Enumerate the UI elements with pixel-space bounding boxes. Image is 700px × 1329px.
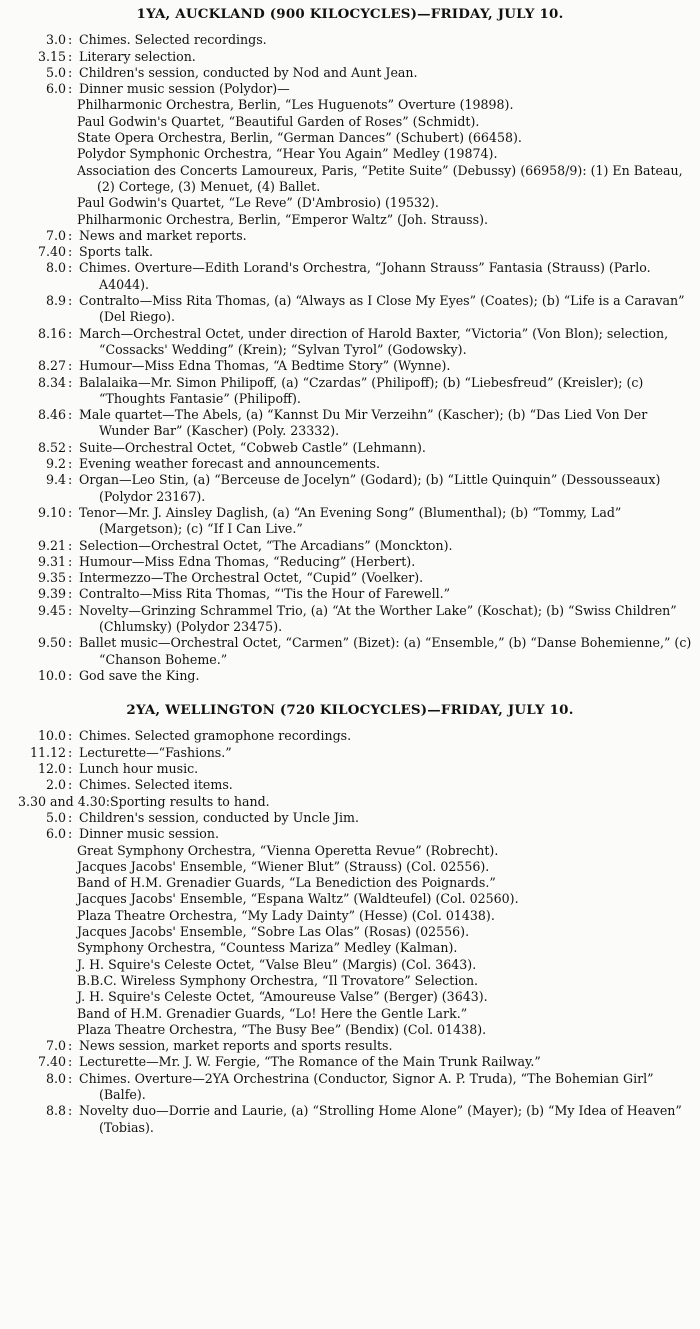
dinner-music-entry: Association des Concerts Lamoureux, Paris, “Petite Suite” (Debussy) (66958/9): (1) En Bateau, (2) Cortege, (3) Menuet, (4) Ballet.: [77, 162, 683, 194]
item-text: Sports talk.: [79, 244, 154, 260]
item-time: 10.0: [37, 667, 66, 683]
item-time: 10.0: [37, 728, 66, 744]
item-text: Chimes. Selected gramophone recordings.: [79, 728, 352, 744]
item-time: 3.0: [45, 32, 66, 48]
item-time: 9.45: [37, 602, 66, 618]
schedule-item: 6.0 : Dinner music session.: [0, 826, 700, 842]
item-time: 11.12: [29, 744, 66, 760]
item-time: 9.4: [45, 472, 66, 488]
schedule-item: 9.35 : Intermezzo—The Orchestral Octet, “Cupid” (Voelker).: [0, 570, 700, 586]
item-time: 8.52: [37, 439, 66, 455]
item-time: 5.0: [45, 809, 66, 825]
dinner-music-entry: Plaza Theatre Orchestra, “The Busy Bee” (Bendix) (Col. 01438).: [77, 1021, 487, 1037]
dinner-music-entry: J. H. Squire's Celeste Octet, “Amoureuse Valse” (Berger) (3643).: [77, 989, 488, 1005]
schedule-item: 9.45 : Novelty—Grinzing Schrammel Trio, (a) “At the Worther Lake” (Koschat); (b) “Swiss Children” (Chlumsky) (Polydor 23475).: [0, 603, 700, 636]
station-heading: 2YA, WELLINGTON (720 KILOCYCLES)—FRIDAY, JULY 10.: [126, 702, 574, 719]
dinner-music-list: [0, 97, 700, 227]
dinner-music-entry: State Opera Orchestra, Berlin, “German Dances” (Schubert) (66458).: [77, 130, 522, 146]
dinner-music-entry: J. H. Squire's Celeste Octet, “Valse Bleu” (Margis) (Col. 3643).: [77, 956, 477, 972]
item-time: 7.0: [45, 1038, 66, 1054]
item-time: 7.40: [37, 1054, 66, 1070]
item-time: 7.40: [37, 244, 66, 260]
schedule-item: 7.0 : News session, market reports and sports results.: [0, 1038, 700, 1054]
schedule-item: 12.0 : Lunch hour music.: [0, 761, 700, 777]
station-1ya-schedule: [0, 6, 700, 684]
schedule-item: 11.12 : Lecturette—“Fashions.”: [0, 745, 700, 761]
schedule-item: 9.31 : Humour—Miss Edna Thomas, “Reducing” (Herbert).: [0, 554, 700, 570]
item-text: Evening weather forecast and announcements.: [79, 456, 381, 472]
schedule-list: [0, 32, 700, 97]
item-text: Novelty duo—Dorrie and Laurie, (a) “Strolling Home Alone” (Mayer); (b) “My Idea of Heaven” (Tobias).: [79, 1103, 682, 1135]
schedule-item: 3.15 : Literary selection.: [0, 49, 700, 65]
schedule-item: 9.21 : Selection—Orchestral Octet, “The Arcadians” (Monckton).: [0, 538, 700, 554]
schedule-item: 8.34 : Balalaika—Mr. Simon Philipoff, (a) “Czardas” (Philipoff); (b) “Liebesfreud” (Kreisler); (c) “Thoughts Fantasie” (Philipoff).: [0, 375, 700, 408]
dinner-music-entry: Symphony Orchestra, “Countess Mariza” Medley (Kalman).: [77, 940, 458, 956]
item-text: News session, market reports and sports results.: [79, 1038, 393, 1054]
item-time: 9.2: [45, 456, 66, 472]
item-text: Tenor—Mr. J. Ainsley Daglish, (a) “An Evening Song” (Blumenthal); (b) “Tommy, Lad” (Margetson); (c) “If I Can Live.”: [79, 504, 622, 537]
item-time: 8.46: [37, 407, 66, 423]
item-text: Lecturette—“Fashions.”: [79, 744, 232, 760]
item-time: 8.0: [45, 1070, 66, 1086]
schedule-item: 8.52 : Suite—Orchestral Octet, “Cobweb Castle” (Lehmann).: [0, 440, 700, 456]
dinner-music-entry: Great Symphony Orchestra, “Vienna Operetta Revue” (Robrecht).: [77, 842, 499, 858]
schedule-item: 5.0 : Children's session, conducted by Nod and Aunt Jean.: [0, 65, 700, 81]
item-text: Humour—Miss Edna Thomas, “A Bedtime Story” (Wynne).: [79, 358, 451, 374]
schedule-item: 9.10 : Tenor—Mr. J. Ainsley Daglish, (a) “An Evening Song” (Blumenthal); (b) “Tommy, Lad” (Margetson); (c) “If I Can Live.”: [0, 505, 700, 538]
schedule-item: 8.9 : Contralto—Miss Rita Thomas, (a) “Always as I Close My Eyes” (Coates); (b) “Life is a Caravan” (Del Riego).: [0, 293, 700, 326]
item-time: 9.10: [37, 504, 66, 520]
item-time: 9.39: [37, 586, 66, 602]
schedule-item: 9.50 : Ballet music—Orchestral Octet, “Carmen” (Bizet): (a) “Ensemble,” (b) “Danse Bohemienne,” (c) “Chanson Boheme.”: [0, 635, 700, 668]
dinner-music-entry: Polydor Symphonic Orchestra, “Hear You Again” Medley (19874).: [77, 146, 498, 162]
dinner-music-entry: Paul Godwin's Quartet, “Beautiful Garden of Roses” (Schmidt).: [77, 113, 480, 129]
item-text: Lunch hour music.: [79, 761, 199, 777]
item-time: 3.15: [37, 48, 66, 64]
item-text: Contralto—Miss Rita Thomas, “'Tis the Hour of Farewell.”: [79, 586, 451, 602]
item-text: God save the King.: [79, 667, 200, 683]
dinner-music-entry: B.B.C. Wireless Symphony Orchestra, “Il Trovatore” Selection.: [77, 972, 479, 988]
item-text: Male quartet—The Abels, (a) “Kannst Du Mir Verzeihn” (Kascher); (b) “Das Lied Von Der Wunder Bar” (Kascher) (Poly. 23332).: [79, 407, 648, 439]
schedule-item: 10.0 : God save the King.: [0, 668, 700, 684]
schedule-item: 9.2 : Evening weather forecast and announcements.: [0, 456, 700, 472]
item-time: 9.50: [37, 635, 66, 651]
item-time: 6.0: [45, 81, 66, 97]
dinner-music-entry: Band of H.M. Grenadier Guards, “La Benediction des Poignards.”: [77, 875, 496, 891]
schedule-list: [0, 728, 700, 842]
schedule-item: 8.27 : Humour—Miss Edna Thomas, “A Bedtime Story” (Wynne).: [0, 358, 700, 374]
item-time: 12.0: [37, 761, 66, 777]
item-text: Children's session, conducted by Uncle Jim.: [79, 809, 359, 825]
item-time: 9.21: [37, 537, 66, 553]
item-text: Children's session, conducted by Nod and Aunt Jean.: [79, 64, 418, 80]
item-text: Chimes. Selected recordings.: [79, 32, 267, 48]
schedule-item: 7.40 : Lecturette—Mr. J. W. Fergie, “The Romance of the Main Trunk Railway.”: [0, 1054, 700, 1070]
item-time: 7.0: [45, 227, 66, 243]
item-time: 3.30 and 4.30: [18, 793, 106, 809]
item-text: Chimes. Selected items.: [79, 777, 233, 793]
schedule-item: 8.16 : March—Orchestral Octet, under direction of Harold Baxter, “Victoria” (Von Blon); selection, “Cossacks' Wedding” (Krein); “Sylvan Tyrol” (Godowsky).: [0, 326, 700, 359]
schedule-item: 9.39 : Contralto—Miss Rita Thomas, “'Tis the Hour of Farewell.”: [0, 586, 700, 602]
item-time: 8.34: [37, 374, 66, 390]
schedule-list: [0, 1038, 700, 1136]
item-text: Dinner music session (Polydor)—: [79, 81, 290, 97]
schedule-item: 7.0 : News and market reports.: [0, 228, 700, 244]
item-time: 6.0: [45, 826, 66, 842]
item-time: 9.31: [37, 553, 66, 569]
dinner-music-entry: Plaza Theatre Orchestra, “My Lady Dainty” (Hesse) (Col. 01438).: [77, 907, 495, 923]
item-text: Novelty—Grinzing Schrammel Trio, (a) “At the Worther Lake” (Koschat); (b) “Swiss Children” (Chlumsky) (Polydor 23475).: [79, 602, 677, 634]
dinner-music-entry: Jacques Jacobs' Ensemble, “Sobre Las Olas” (Rosas) (02556).: [77, 924, 470, 940]
item-text: Balalaika—Mr. Simon Philipoff, (a) “Czardas” (Philipoff); (b) “Liebesfreud” (Kreisler); (c) “Thoughts Fantasie” (Philipoff).: [79, 374, 644, 406]
item-text: Humour—Miss Edna Thomas, “Reducing” (Herbert).: [79, 553, 416, 569]
dinner-music-entry: Paul Godwin's Quartet, “Le Reve” (D'Ambrosio) (19532).: [77, 195, 439, 211]
station-heading: 1YA, AUCKLAND (900 KILOCYCLES)—FRIDAY, JULY 10.: [136, 6, 564, 22]
item-text: Chimes. Overture—2YA Orchestrina (Conductor, Signor A. P. Truda), “The Bohemian Girl” (Balfe).: [79, 1070, 654, 1102]
item-text: Sporting results to hand.: [110, 793, 270, 809]
item-text: Chimes. Overture—Edith Lorand's Orchestra, “Johann Strauss” Fantasia (Strauss) (Parlo. A4044).: [79, 260, 651, 292]
item-time: 5.0: [45, 64, 66, 80]
item-time: 8.16: [37, 325, 66, 341]
station-2ya-schedule: [0, 702, 700, 1136]
schedule-item: 2.0 : Chimes. Selected items.: [0, 777, 700, 793]
dinner-music-entry: Philharmonic Orchestra, Berlin, “Les Huguenots” Overture (19898).: [77, 97, 514, 113]
item-text: Lecturette—Mr. J. W. Fergie, “The Romance of the Main Trunk Railway.”: [79, 1054, 541, 1070]
dinner-music-entry: Jacques Jacobs' Ensemble, “Espana Waltz” (Waldteufel) (Col. 02560).: [77, 891, 519, 907]
item-time: 2.0: [45, 777, 66, 793]
schedule-item: 8.46 : Male quartet—The Abels, (a) “Kannst Du Mir Verzeihn” (Kascher); (b) “Das Lied Von Der Wunder Bar” (Kascher) (Poly. 23332).: [0, 407, 700, 440]
item-text: Dinner music session.: [79, 826, 219, 842]
schedule-item: 10.0 : Chimes. Selected gramophone recordings.: [0, 728, 700, 744]
dinner-music-entry: Philharmonic Orchestra, Berlin, “Emperor Waltz” (Joh. Strauss).: [77, 211, 488, 227]
schedule-item: 8.8 : Novelty duo—Dorrie and Laurie, (a) “Strolling Home Alone” (Mayer); (b) “My Idea of Heaven” (Tobias).: [0, 1103, 700, 1136]
item-time: 8.0: [45, 260, 66, 276]
dinner-music-entry: Band of H.M. Grenadier Guards, “Lo! Here the Gentle Lark.”: [77, 1005, 468, 1021]
item-text: News and market reports.: [79, 227, 247, 243]
item-text: Contralto—Miss Rita Thomas, (a) “Always as I Close My Eyes” (Coates); (b) “Life is a Caravan” (Del Riego).: [79, 293, 685, 325]
item-time: 8.27: [37, 358, 66, 374]
item-text: Organ—Leo Stin, (a) “Berceuse de Jocelyn” (Godard); (b) “Little Quinquin” (Dessousseaux) (Polydor 23167).: [79, 472, 661, 504]
item-time: 9.35: [37, 570, 66, 586]
schedule-item: 3.0 : Chimes. Selected recordings.: [0, 32, 700, 48]
schedule-item: 3.30 and 4.30 : Sporting results to hand.: [18, 793, 270, 809]
dinner-music-entry: Jacques Jacobs' Ensemble, “Wiener Blut” (Strauss) (Col. 02556).: [77, 858, 490, 874]
schedule-item: 8.0 : Chimes. Overture—Edith Lorand's Orchestra, “Johann Strauss” Fantasia (Strauss) (Parlo. A4044).: [0, 260, 700, 293]
schedule-item: 7.40 : Sports talk.: [0, 244, 700, 260]
item-text: Intermezzo—The Orchestral Octet, “Cupid” (Voelker).: [79, 570, 424, 586]
schedule-item: 8.0 : Chimes. Overture—2YA Orchestrina (Conductor, Signor A. P. Truda), “The Bohemian Girl” (Balfe).: [0, 1071, 700, 1104]
item-time: 8.8: [45, 1103, 66, 1119]
item-time: 8.9: [45, 293, 66, 309]
schedule-item: 6.0 : Dinner music session (Polydor)—: [0, 81, 700, 97]
schedule-item: 5.0 : Children's session, conducted by Uncle Jim.: [0, 810, 700, 826]
item-text: Suite—Orchestral Octet, “Cobweb Castle” (Lehmann).: [79, 439, 426, 455]
item-text: Ballet music—Orchestral Octet, “Carmen” (Bizet): (a) “Ensemble,” (b) “Danse Bohemienne,” (c) “Chanson Boheme.”: [79, 635, 692, 667]
item-text: Selection—Orchestral Octet, “The Arcadians” (Monckton).: [79, 537, 453, 553]
schedule-list: [0, 228, 700, 684]
item-text: Literary selection.: [79, 48, 196, 64]
dinner-music-list: [0, 843, 700, 1039]
schedule-item: 9.4 : Organ—Leo Stin, (a) “Berceuse de Jocelyn” (Godard); (b) “Little Quinquin” (Dessousseaux) (Polydor 23167).: [0, 472, 700, 505]
item-text: March—Orchestral Octet, under direction of Harold Baxter, “Victoria” (Von Blon); selection, “Cossacks' Wedding” (Krein); “Sylvan Tyrol” (Godowsky).: [79, 325, 669, 357]
